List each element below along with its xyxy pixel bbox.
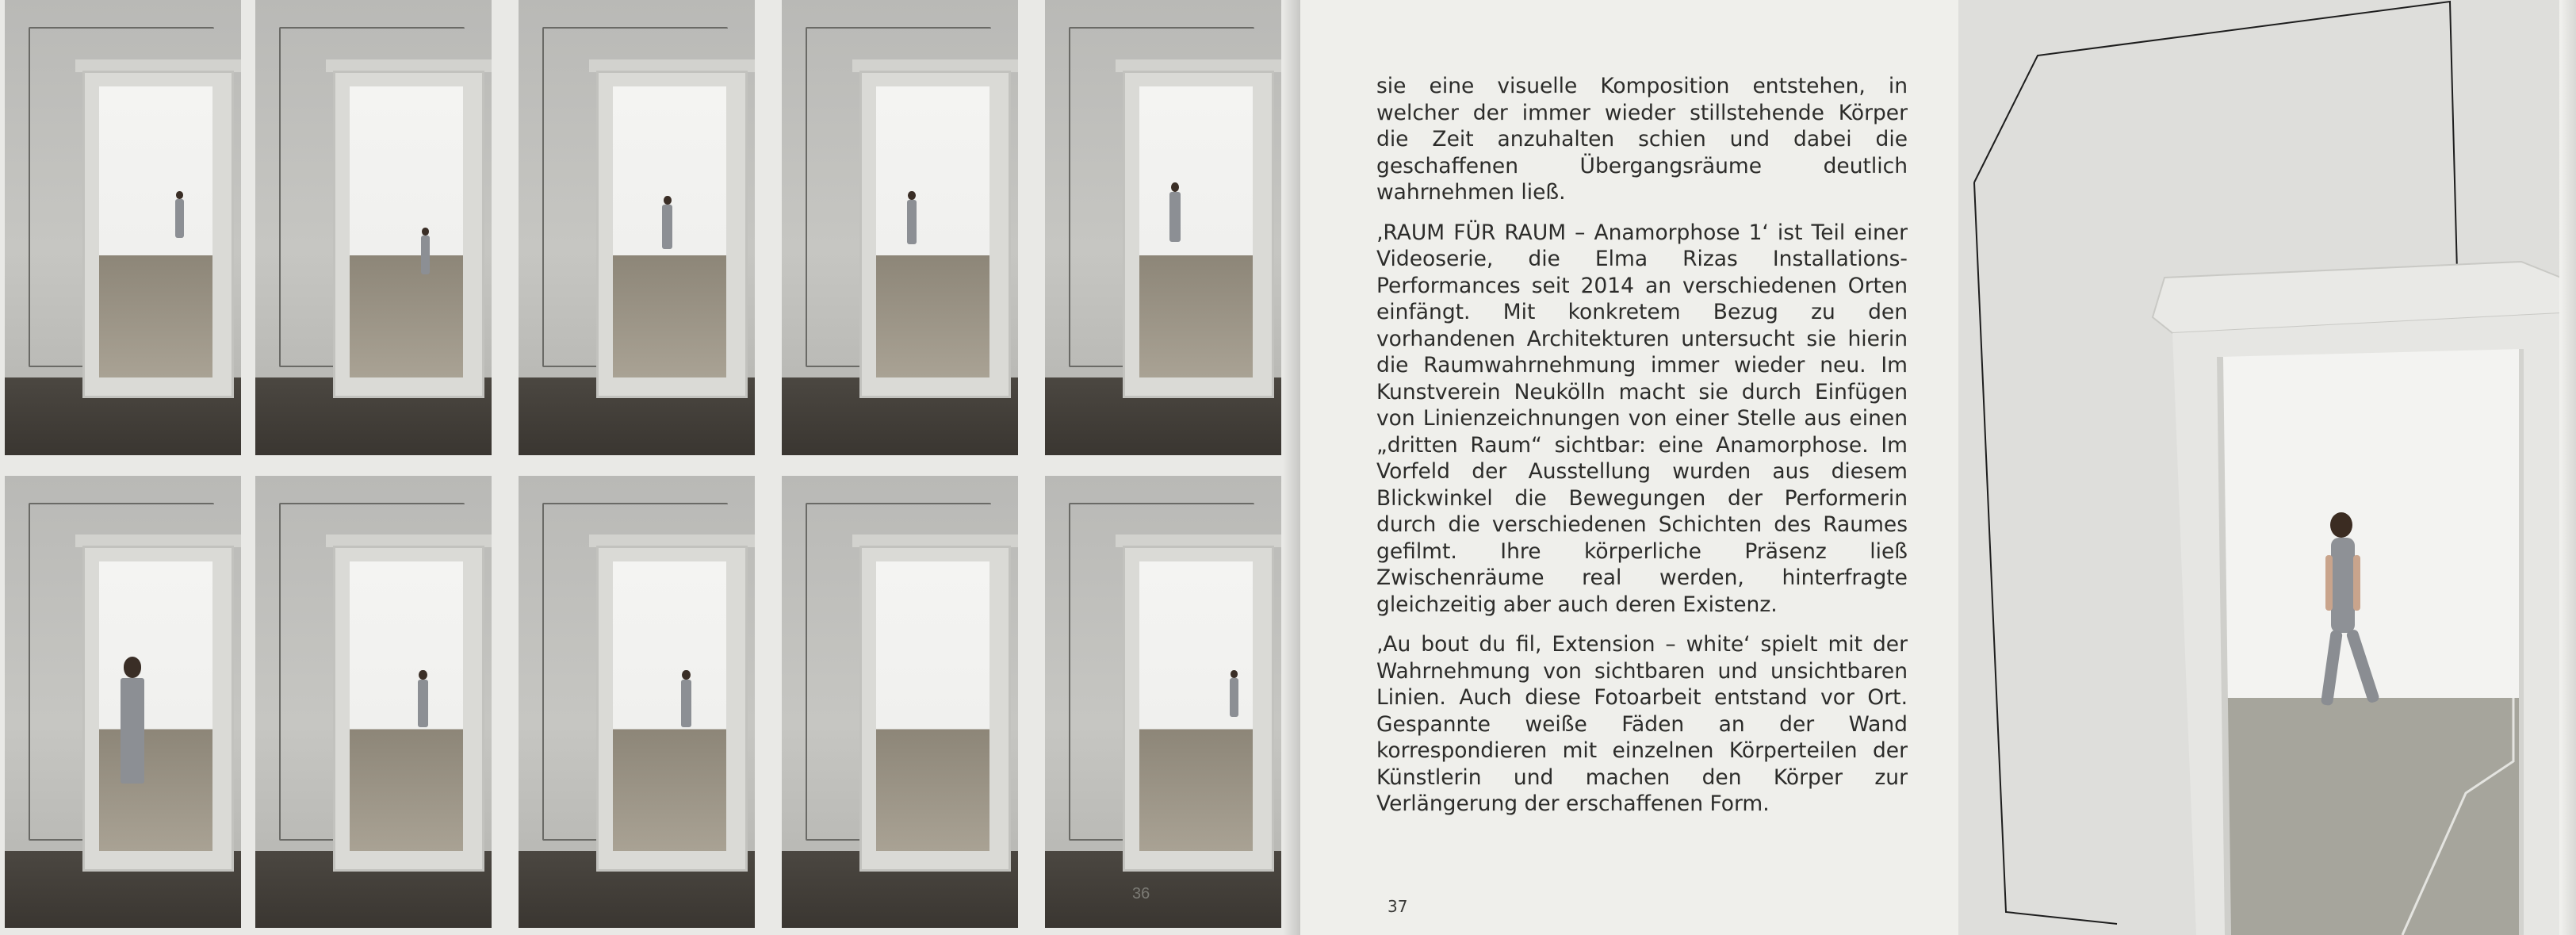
paragraph-1: sie eine visuelle Komposition entstehen, in welcher der immer wieder stillstehende Körper die Zeit anzuhalten schien und dabei die geschaffenen Übergangsräume deutlich wahrnehmen ließ. [1376,74,1908,205]
body-text [1376,73,1908,831]
photo-thumbnail [255,0,492,455]
photo-thumbnail [255,476,492,928]
page-edge [2559,0,2576,935]
large-photo [1958,0,2576,935]
photo-thumbnail [5,0,241,455]
photo-thumbnail [5,476,241,928]
photo-thumbnail [519,476,755,928]
photo-thumbnail [782,476,1018,928]
paragraph-3: ‚Au bout du fil, Extension – white‘ spielt mit der Wahrnehmung von sichtbaren und unsichtbaren Linien. Auch diese Fotoarbeit entstand vor Ort. Gespannte weiße Fäden an der Wand korrespondieren mit einzelnen Körperteilen der Künstlerin und machen den Körper zur Verlängerung der erschaffenen Form. [1376,632,1908,816]
large-photo-drawing [1958,0,2576,935]
page-number-left: 36 [1132,885,1150,902]
photo-thumbnail [1045,0,1281,455]
paragraph-2: ‚RAUM FÜR RAUM – Anamorphose 1‘ ist Teil einer Videoserie, die Elma Rizas Installations-Performances seit 2014 an verschiedenen Orten einfängt. Mit konkretem Bezug zu den vorhandenen Architekturen untersucht sie hierin die Raumwahrnehmung immer wieder neu. Im Kunstverein Neukölln macht sie durch Einfügen von Linienzeichnungen von einer Stelle aus einen „dritten Raum“ sichtbar: eine Anamorphose. Im Vorfeld der Ausstellung wurden aus diesem Blickwinkel die Bewegungen der Performerin durch die verschiedenen Schichten des Raumes gefilmt. Ihre körperliche Präsenz ließ Zwischenräume real werden, hinterfragte gleichzeitig aber auch deren Existenz. [1376,220,1908,617]
page-number-right: 37 [1388,897,1408,916]
photo-thumbnail [1045,476,1281,928]
photo-thumbnail [782,0,1018,455]
photo-thumbnail [519,0,755,455]
text-page [1300,0,1958,935]
